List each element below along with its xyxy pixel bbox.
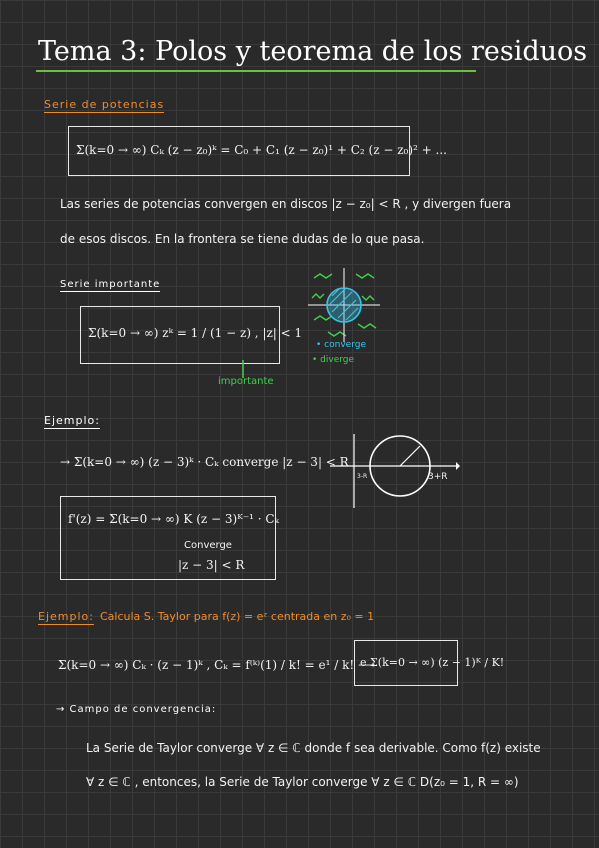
derivative-converge: Converge	[184, 540, 232, 551]
legend-diverge: • diverge	[312, 355, 355, 365]
important-formula: Σ(k=0 → ∞) zᵏ = 1 / (1 − z) , |z| < 1	[88, 326, 303, 340]
title-underline	[36, 70, 476, 72]
derivative-formula: f'(z) = Σ(k=0 → ∞) K (z − 3)ᴷ⁻¹ · Cₖ	[68, 512, 279, 526]
example-series: → Σ(k=0 → ∞) (z − 3)ᵏ · Cₖ converge |z − 3| < R	[60, 455, 349, 469]
circle-left-label: 3-R	[357, 473, 368, 480]
series-heading: Serie de potencias	[44, 98, 165, 111]
campo-text-line2: ∀ z ∈ ℂ , entonces, la Serie de Taylor converge ∀ z ∈ ℂ D(z₀ = 1, R = ∞)	[86, 775, 519, 789]
derivative-condition: |z − 3| < R	[178, 558, 245, 572]
legend-converge: • converge	[316, 340, 366, 350]
example-heading: Ejemplo:	[44, 414, 100, 427]
example2-task: Calcula S. Taylor para f(z) = eᶻ centrada en z₀ = 1	[100, 610, 375, 623]
convergence-text-line1: Las series de potencias convergen en discos |z − z₀| < R , y divergen fuera	[60, 197, 512, 211]
radius-circle-diagram	[330, 430, 460, 510]
campo-text-line1: La Serie de Taylor converge ∀ z ∈ ℂ donde f sea derivable. Como f(z) existe	[86, 741, 541, 755]
convergence-text-line2: de esos discos. En la frontera se tiene dudas de lo que pasa.	[60, 232, 425, 246]
convergence-disc-diagram	[308, 268, 380, 342]
circle-right-label: 3+R	[428, 472, 448, 482]
taylor-formula: Σ(k=0 → ∞) Cₖ · (z − 1)ᵏ , Cₖ = f⁽ᵏ⁾(1) / k! = e¹ / k! ⟶	[58, 658, 376, 672]
page-title: Tema 3: Polos y teorema de los residuos	[38, 36, 588, 67]
important-heading: Serie importante	[60, 279, 161, 290]
power-series-formula: Σ(k=0 → ∞) Cₖ (z − z₀)ᵏ = C₀ + C₁ (z − z₀)¹ + C₂ (z − z₀)² + ...	[76, 143, 447, 157]
campo-heading: → Campo de convergencia:	[56, 704, 217, 715]
example2-heading: Ejemplo:	[38, 610, 94, 623]
taylor-result: e Σ(k=0 → ∞) (z − 1)ᴷ / K!	[360, 656, 505, 669]
important-label: importante	[218, 376, 274, 387]
